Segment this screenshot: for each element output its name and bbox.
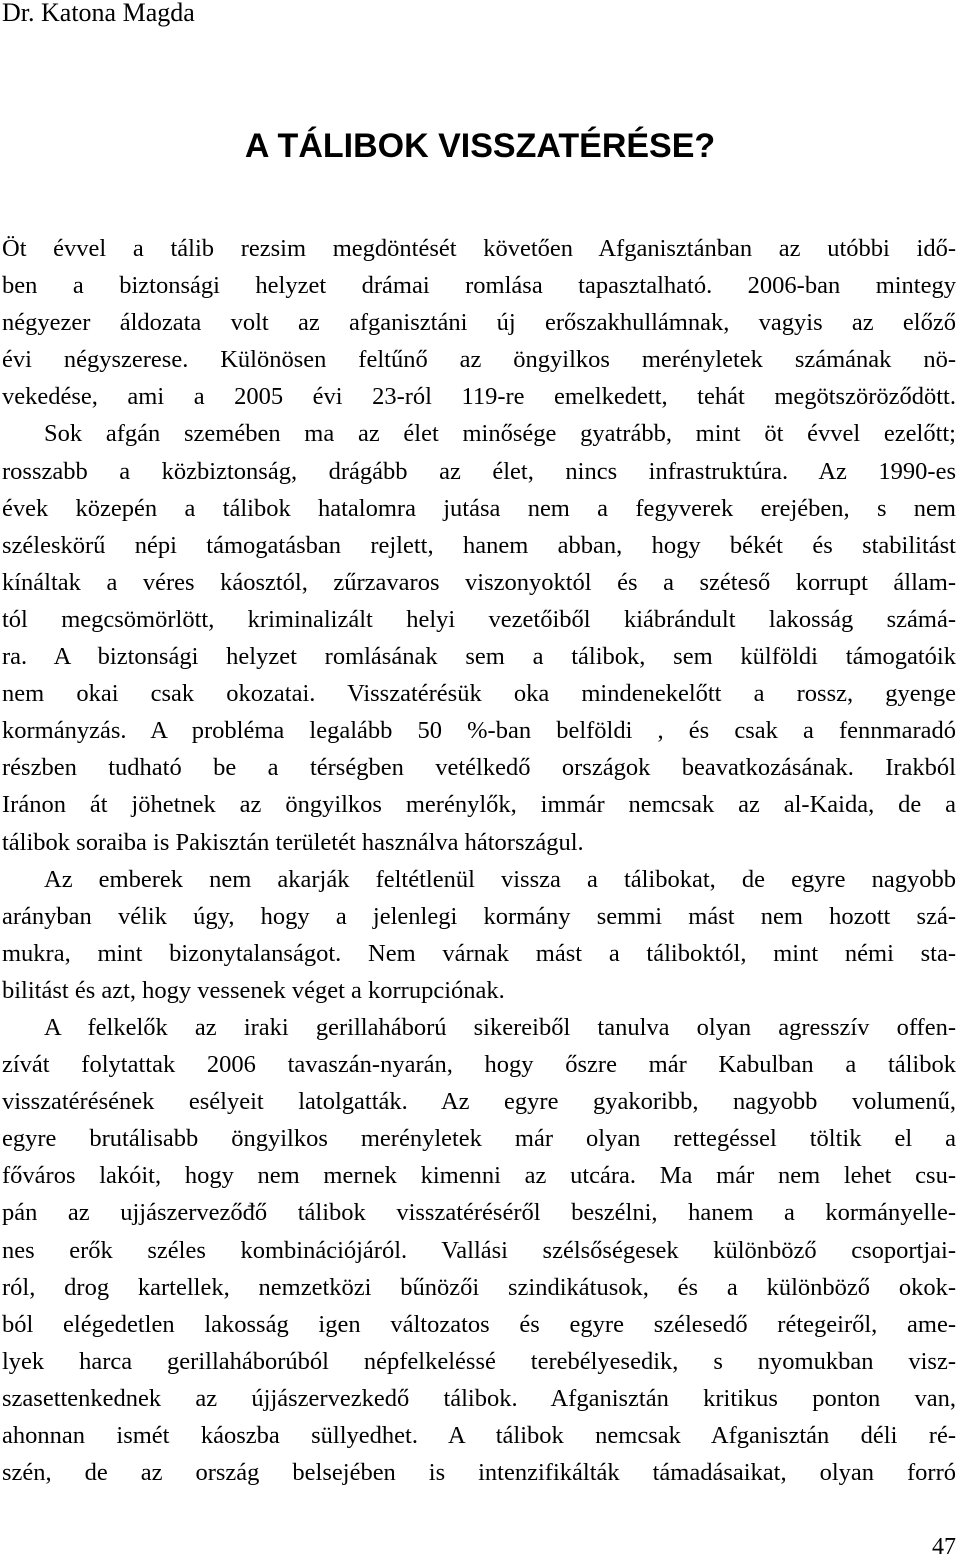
text-line: ból elégedetlen lakosság igen változatos és egyre szélesedő rétegeiről, ame- (2, 1310, 956, 1338)
text-line: tól megcsömörlött, kriminalizált helyi vezetőiből kiábrándult lakosság számá- (2, 605, 956, 633)
text-line: lyek harca gerillaháborúból népfelkeléssé terebélyesedik, s nyomukban visz- (2, 1347, 956, 1375)
text-line: ahonnan ismét káoszba süllyedhet. A tálibok nemcsak Afganisztán déli ré- (2, 1422, 956, 1449)
text-line: egyre brutálisabb öngyilkos merényletek már olyan rettegéssel töltik el a (2, 1125, 956, 1153)
document-title: A TÁLIBOK VISSZATÉRÉSE? (244, 127, 716, 165)
text-line: szén, de az ország belsejében is intenzifikálták támadásaikat, olyan forró (2, 1459, 956, 1487)
text-line: bilitást és azt, hogy vessenek véget a korrupciónak. (2, 976, 505, 1004)
running-header-author: Dr. Katona Magda (2, 0, 195, 27)
text-line: rosszabb a közbiztonság, drágább az élet, nincs infrastruktúra. Az 1990-es (2, 457, 956, 485)
text-line: A felkelők az iraki gerillaháború sikereiből tanulva olyan agresszív offen- (44, 1013, 956, 1041)
body-text (2, 230, 956, 1491)
text-line: nes erők széles kombinációjáról. Vallási szélsőségesek különböző csoportjai- (2, 1236, 956, 1264)
text-line: négyezer áldozata volt az afganisztáni új erőszakhullámnak, vagyis az előző (2, 309, 956, 337)
text-line: Az emberek nem akarják feltétlenül vissza a tálibokat, de egyre nagyobb (44, 865, 956, 893)
text-line: kínáltak a véres káosztól, zűrzavaros viszonyoktól és a széteső korrupt állam- (2, 568, 956, 596)
text-line: évi négyszerese. Különösen feltűnő az öngyilkos merényletek számának nö- (2, 346, 956, 374)
text-line: tálibok soraiba is Pakisztán területét használva hátországul. (2, 828, 584, 856)
text-line: kormányzás. A probléma legalább 50 %-ban belföldi , és csak a fennmaradó (2, 717, 956, 745)
text-line: ben a biztonsági helyzet drámai romlása tapasztalható. 2006-ban mintegy (2, 272, 956, 300)
text-line: Öt évvel a tálib rezsim megdöntését követően Afganisztánban az utóbbi idő- (2, 235, 956, 262)
text-line: visszatérésének esélyeit latolgatták. Az egyre gyakoribb, nagyobb volumenű, (2, 1088, 956, 1116)
text-line: főváros lakóit, hogy nem mernek kimenni az utcára. Ma már nem lehet csu- (2, 1162, 956, 1190)
text-line: Iránon át jöhetnek az öngyilkos merénylők, immár nemcsak az al-Kaida, de a (2, 791, 956, 819)
text-line: szasettenkednek az újjászervezkedő tálibok. Afganisztán kritikus ponton van, (2, 1384, 956, 1412)
text-line: ra. A biztonsági helyzet romlásának sem a tálibok, sem külföldi támogatóik (2, 643, 956, 671)
text-line: Sok afgán szemében ma az élet minősége gyatrább, mint öt évvel ezelőtt; (44, 420, 956, 448)
text-line: részben tudható be a térségben vetélkedő országok beavatkozásának. Irakból (2, 754, 956, 782)
text-line: ról, drog kartellek, nemzetközi bűnözői szindikátusok, és a különböző okok- (2, 1273, 956, 1301)
text-line: vekedése, ami a 2005 évi 23-ról 119-re emelkedett, tehát megötszöröződött. (2, 383, 956, 411)
text-line: évek közepén a tálibok hatalomra jutása nem a fegyverek erejében, s nem (2, 494, 956, 522)
text-line: zívát folytattak 2006 tavaszán-nyarán, hogy őszre már Kabulban a tálibok (2, 1051, 956, 1079)
page-number: 47 (932, 1534, 956, 1560)
text-line: arányban vélik úgy, hogy a jelenlegi kormány semmi mást nem hozott szá- (2, 902, 956, 930)
text-line: nem okai csak okozatai. Visszatérésük oka mindenekelőtt a rossz, gyenge (2, 680, 956, 708)
text-line: széleskörű népi támogatásban rejlett, hanem abban, hogy békét és stabilitást (2, 531, 956, 559)
text-line: mukra, mint bizonytalanságot. Nem várnak mást a táliboktól, mint némi sta- (2, 939, 956, 967)
text-line: pán az ujjászervezőđő tálibok visszatéréséről beszélni, hanem a kormányelle- (2, 1199, 956, 1227)
